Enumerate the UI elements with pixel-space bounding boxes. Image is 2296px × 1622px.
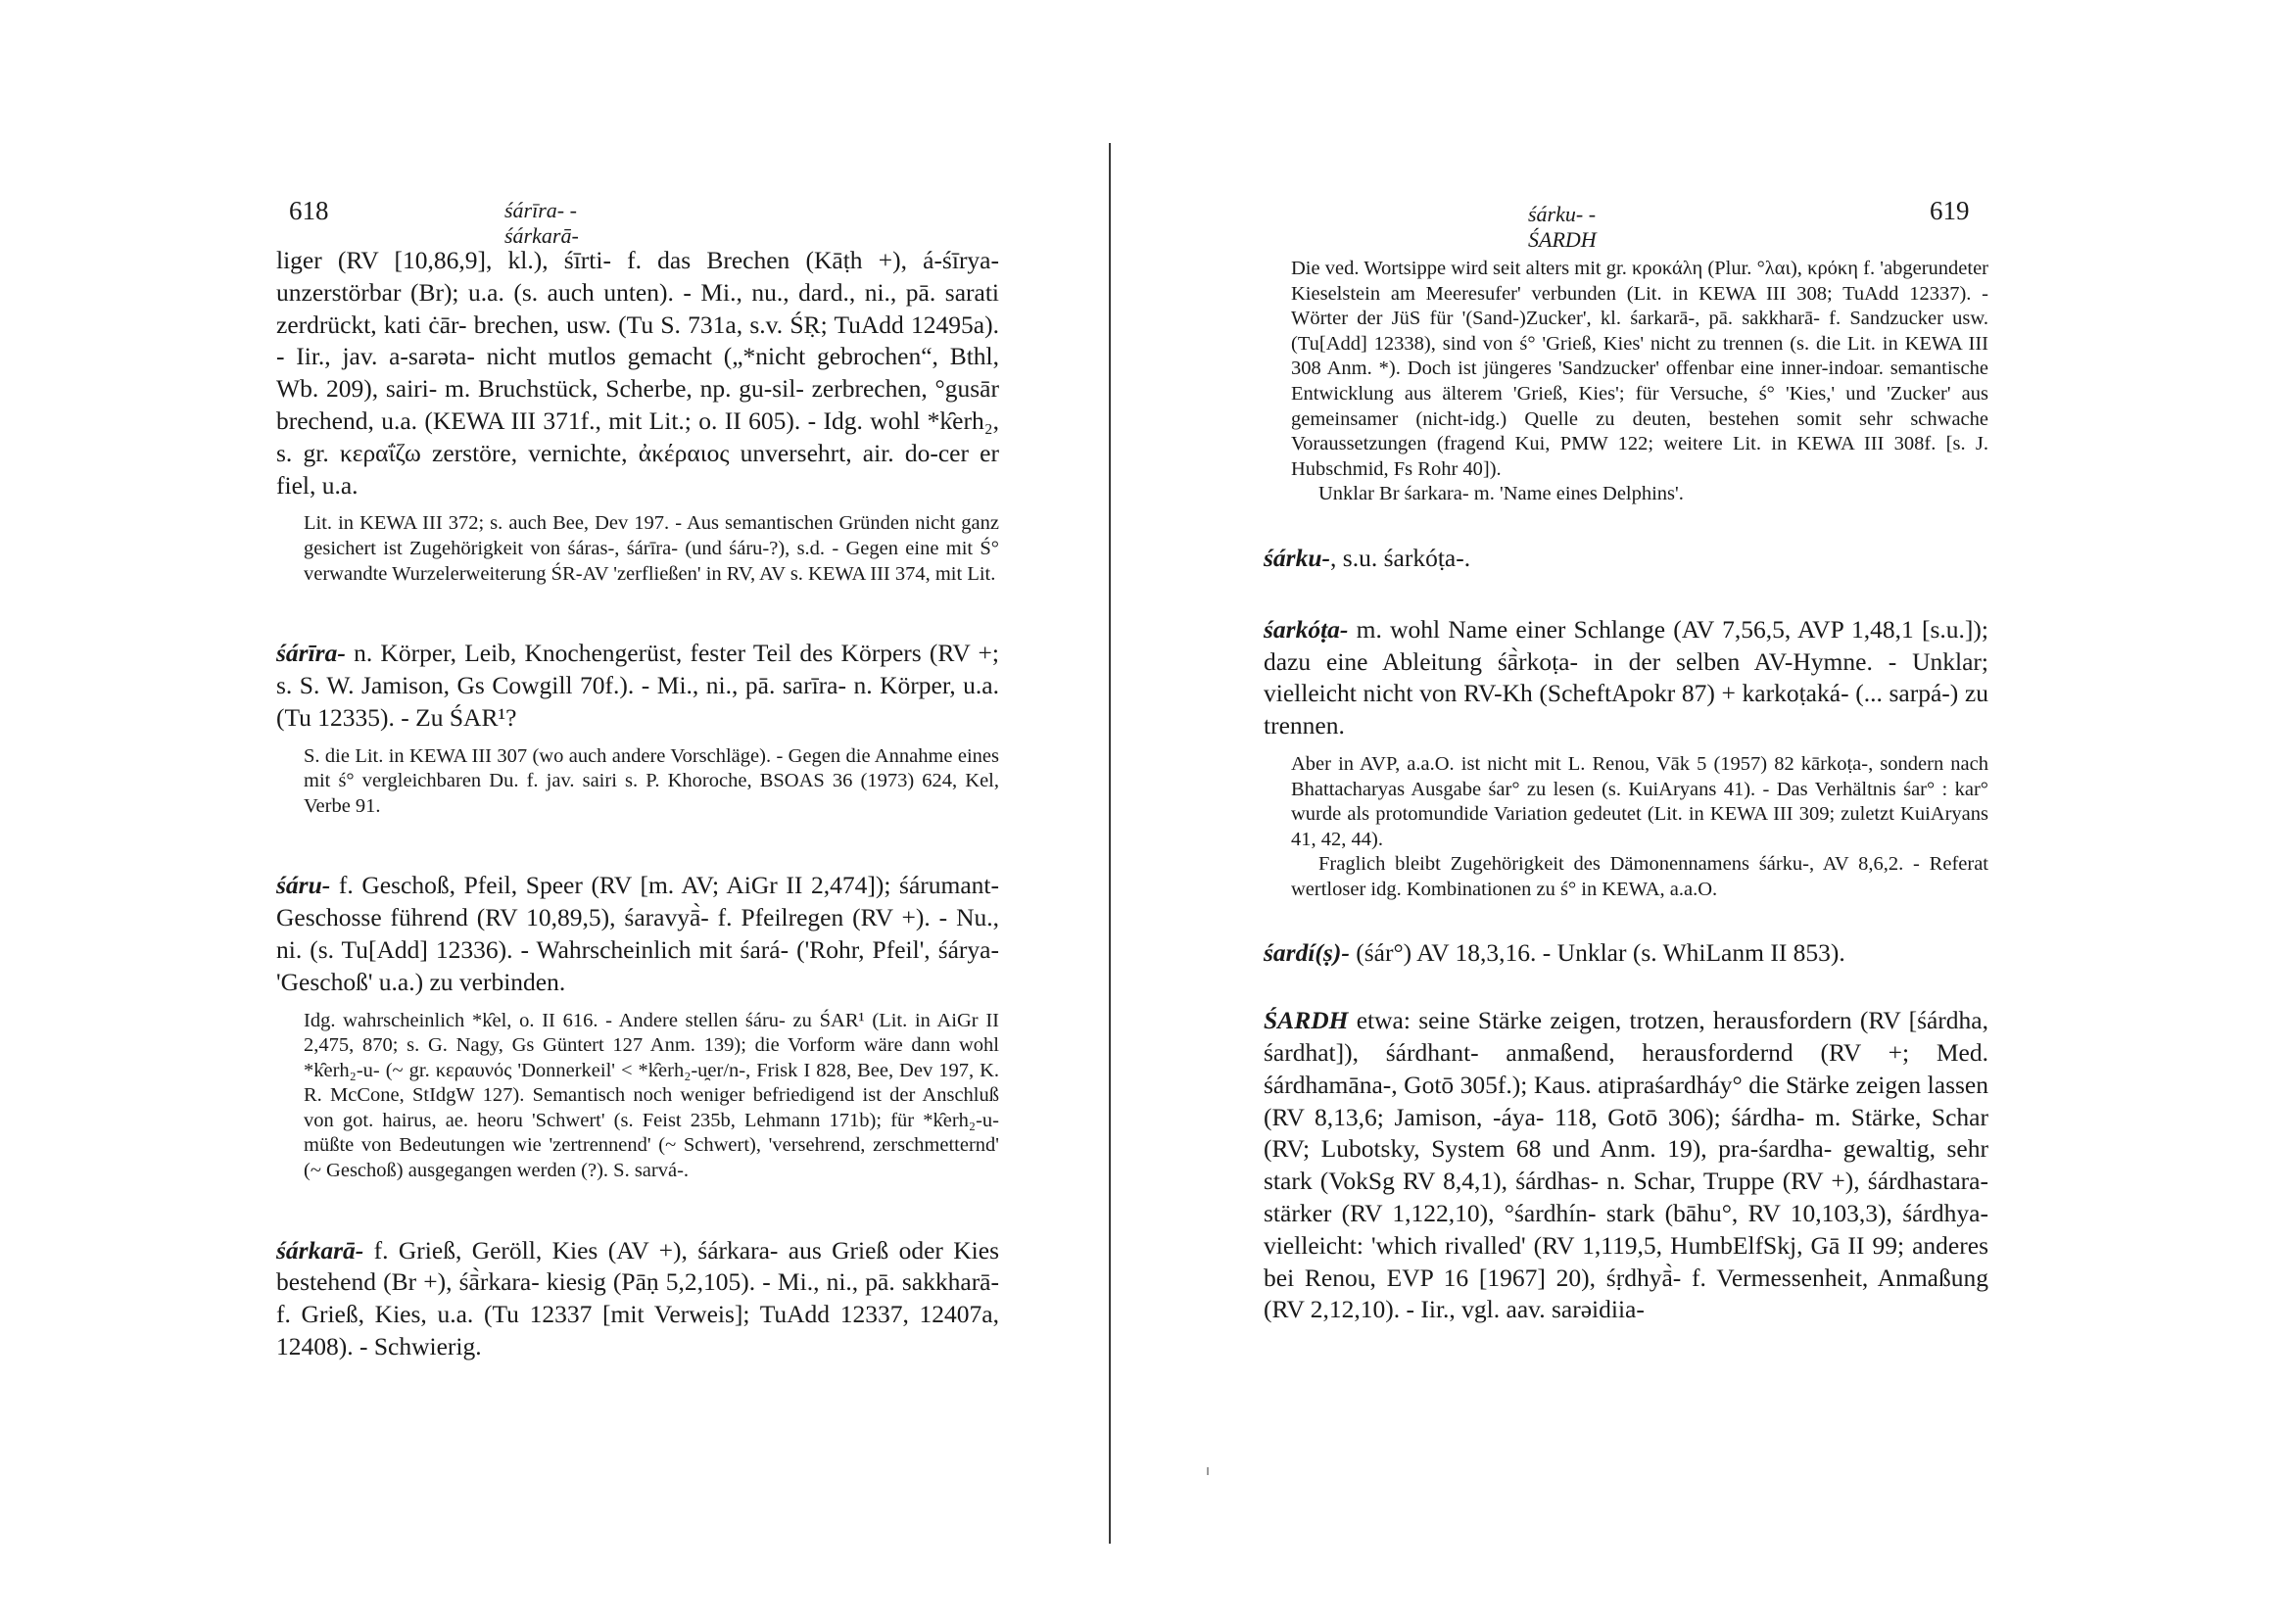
gutter-line [1109, 143, 1111, 1544]
sarkota-note-2: Fraglich bleibt Zugehörigkeit des Dämonennamens śárku-, AV 8,6,2. - Referat wertloser idg. Kombinationen zu ś° in KEWA, a.a.O. [1291, 853, 1988, 900]
sardis-definition: (śár°) AV 18,3,16. - Unklar (s. WhiLanm II 853). [1349, 938, 1845, 968]
entry-sarkota [1264, 614, 1988, 903]
entry-sarira [276, 638, 999, 819]
sarira-note: S. die Lit. in KEWA III 307 (wo auch andere Vorschläge). - Gegen die Annahme eines mit ś° vergleichbaren Du. f. jav. sairi s. P. Khoroche, BSOAS 36 (1973) 624, Kel, Verbe 91. [304, 744, 999, 817]
left-page-number: 618 [289, 196, 329, 225]
continuation-note-1: Die ved. Wortsippe wird seit alters mit gr. κροκάλη (Plur. °λαι), κρόκη f. 'abgerundeter Kieselstein am Meeresufer' verbunden (Lit. in KEWA III 308; TuAdd 12337). - Wörter der JüS für '(Sand-)Zucker', kl. śarkarā-, pā. sakkharā- f. Sandzucker usw. (Tu[Add] 12338), sind von ś° 'Grieß, Kies' nicht zu trennen (s. die Lit. in KEWA III 308 Anm. *). Doch ist jüngeres 'Sandzucker' offenbar eine inner-indoar. semantische Entwicklung aus älterem 'Grieß, Kies'; für Versuche, ś° 'Kies,' und 'Zucker' aus gemeinsamer (nicht-idg.) Quelle zu deuten, bestehen somit sehr schwache Voraussetzungen (fragend Kui, PMW 122; weitere Lit. in KEWA III 308f. [s. J. Hubschmid, Fs Rohr 40]). [1291, 258, 1988, 480]
sardh-definition: etwa: seine Stärke zeigen, trotzen, herausfordern (RV [śárdha, śardhat]), śárdhant- anmaßend, herausfordernd (RV +; Med. śárdhamāna-, Gotō 305f.); Kaus. atipraśardháy° die Stärke zeigen lassen (RV 8,13,6; Jamison, -áya- 118, Gotō 306); śárdha- m. Stärke, Schar (RV; Lubotsky, System 68 und Anm. 19), pra-śardha- gewaltig, sehr stark (VokSg RV 8,4,1), śárdhas- n. Schar, Truppe (RV +), śárdhastara- stärker (RV 1,122,10), °śardhín- stark (bāhu°, RV 10,103,3), śárdhya- vielleicht: 'which rivalled' (RV 1,119,5, HumbElfSkj, Gā II 99; anderes bei Renou, EVP 16 [1967] 20), śṛdhyā̀- f. Vermessenheit, Anmaßung (RV 2,12,10). - Iir., vgl. aav. sarəidiia- [1264, 1006, 1988, 1324]
saru-note: Idg. wahrscheinlich *k̑el, o. II 616. - Andere stellen śáru- zu ŚAR¹ (Lit. in AiGr II 2,475, 870; s. G. Nagy, Gs Güntert 127 Anm. 139); die Vorform wäre dann wohl *k̑erh₂-u- (~ gr. κεραυνός 'Donnerkeil' < *k̑erh₂-u̯er/n-, Frisk I 828, Bee, Dev 197, K. R. McCone, StIdgW 127). Semantisch noch weniger befriedigend ist der Anschluß von got. hairus, ae. heoru 'Schwert' (s. Feist 235b, Lehmann 171b); für *k̑erh₂-u- müßte von Bedeutungen wie 'zertrennend' (~ Schwert), 'versehrend, zerschmetternd' (~ Geschoß) ausgegangen werden (?). S. sarvá-. [304, 1009, 999, 1182]
lemma-saru: śáru- [276, 871, 331, 900]
sarira-definition: n. Körper, Leib, Knochengerüst, fester Teil des Körpers (RV +; s. S. W. Jamison, Gs Cowgill 70f.). - Mi., ni., pā. sarīra- n. Körper, u.a. (Tu 12335). - Zu ŚAR¹? [276, 639, 999, 732]
continuation-note-2: Unklar Br śarkara- m. 'Name eines Delphins'. [1318, 483, 1684, 505]
lemma-sarira: śárīra- [276, 639, 346, 668]
continuation-entry [276, 245, 999, 587]
sarkota-note-1: Aber in AVP, a.a.O. ist nicht mit L. Renou, Vāk 5 (1957) 82 kārkoṭa-, sondern nach Bhattacharyas Ausgabe śar° zu lesen (s. KuiAryans 41). - Das Verhältnis śar° : kar° wurde als protomundide Variation gedeutet (Lit. in KEWA III 309; zuletzt KuiAryans 41, 42, 44). [1291, 752, 1988, 850]
continuation-text: liger (RV [10,86,9], kl.), śīrti- f. das Brechen (Kāṭh +), á-śīrya- unzerstörbar (Br); u.a. (s. auch unten). - Mi., nu., dard., ni., pā. sarati zerdrückt, kati ċār- brechen, usw. (Tu S. 731a, s.v. ŚṚ; TuAdd 12495a). - Iir., jav. a-sarəta- nicht mutlos gemacht („*nicht gebrochen“, Bthl, Wb. 209), sairi- m. Bruchstück, Scherbe, np. gu-sil- zerbrechen, °gusār brechend, u.a. (KEWA III 371f., mit Lit.; o. II 605). - Idg. wohl *k̑erh₂, s. gr. κεραΐζω zerstöre, vernichte, ἀκέραιος unversehrt, air. do-cer er fiel, u.a. [276, 246, 999, 500]
left-body [276, 245, 999, 1363]
right-body [1264, 257, 1988, 1326]
continuation-notes [1264, 257, 1988, 507]
sarkara-definition: f. Grieß, Geröll, Kies (AV +), śárkara- aus Grieß oder Kies bestehend (Br +), śā̀rkara- kiesig (Pāṇ 5,2,105). - Mi., ni., pā. sakkharā- f. Grieß, Kies, u.a. (Tu 12337 [mit Verweis]; TuAdd 12337, 12407a, 12408). - Schwierig. [276, 1235, 999, 1361]
sarku-definition: , s.u. śarkóṭa-. [1330, 543, 1471, 572]
entry-sarku [1264, 543, 1988, 575]
lemma-sardh: ŚARDH [1264, 1006, 1349, 1035]
lemma-sarku: śárku- [1264, 543, 1331, 572]
sarkota-definition: m. wohl Name einer Schlange (AV 7,56,5, AVP 1,48,1 [s.u.]); dazu eine Ableitung śā̀rkoṭa- in der selben AV-Hymne. - Unklar; vielleicht nicht von RV-Kh (ScheftApokr 87) + karkoṭaká- (... sarpá-) zu trennen. [1264, 614, 1988, 740]
right-page-number: 619 [1930, 196, 1970, 225]
continuation-note: Lit. in KEWA III 372; s. auch Bee, Dev 197. - Aus semantischen Gründen nicht ganz gesichert ist Zugehörigkeit von śáras-, śárīra- (und śáru-?), s.d. - Gegen eine mit Ś° verwandte Wurzelerweiterung ŚR-AV 'zerfließen' in RV, AV s. KEWA III 374, mit Lit. [304, 512, 999, 585]
lemma-sarkota: śarkóṭa- [1264, 614, 1349, 644]
entry-sarkara [276, 1235, 999, 1363]
saru-definition: f. Geschoß, Pfeil, Speer (RV [m. AV; AiGr II 2,474]); śárumant- Geschosse führend (RV 10,89,5), śaravyā̀- f. Pfeilregen (RV +). - Nu., ni. (s. Tu[Add] 12336). - Wahrscheinlich mit śará- ('Rohr, Pfeil', śárya- 'Geschoß' u.a.) zu verbinden. [276, 871, 999, 996]
lemma-sardis: śardí(ṣ)- [1264, 938, 1350, 968]
lemma-sarkara: śárkarā- [276, 1235, 364, 1264]
right-running-head: śárku- - ŚARDH [1528, 202, 1597, 252]
entry-sardh [1264, 1005, 1988, 1326]
left-running-head: śárīra- - śárkarā- [504, 198, 579, 248]
entry-sardis [1264, 937, 1988, 970]
scan-mark [1207, 1467, 1209, 1475]
entry-saru [276, 870, 999, 1183]
